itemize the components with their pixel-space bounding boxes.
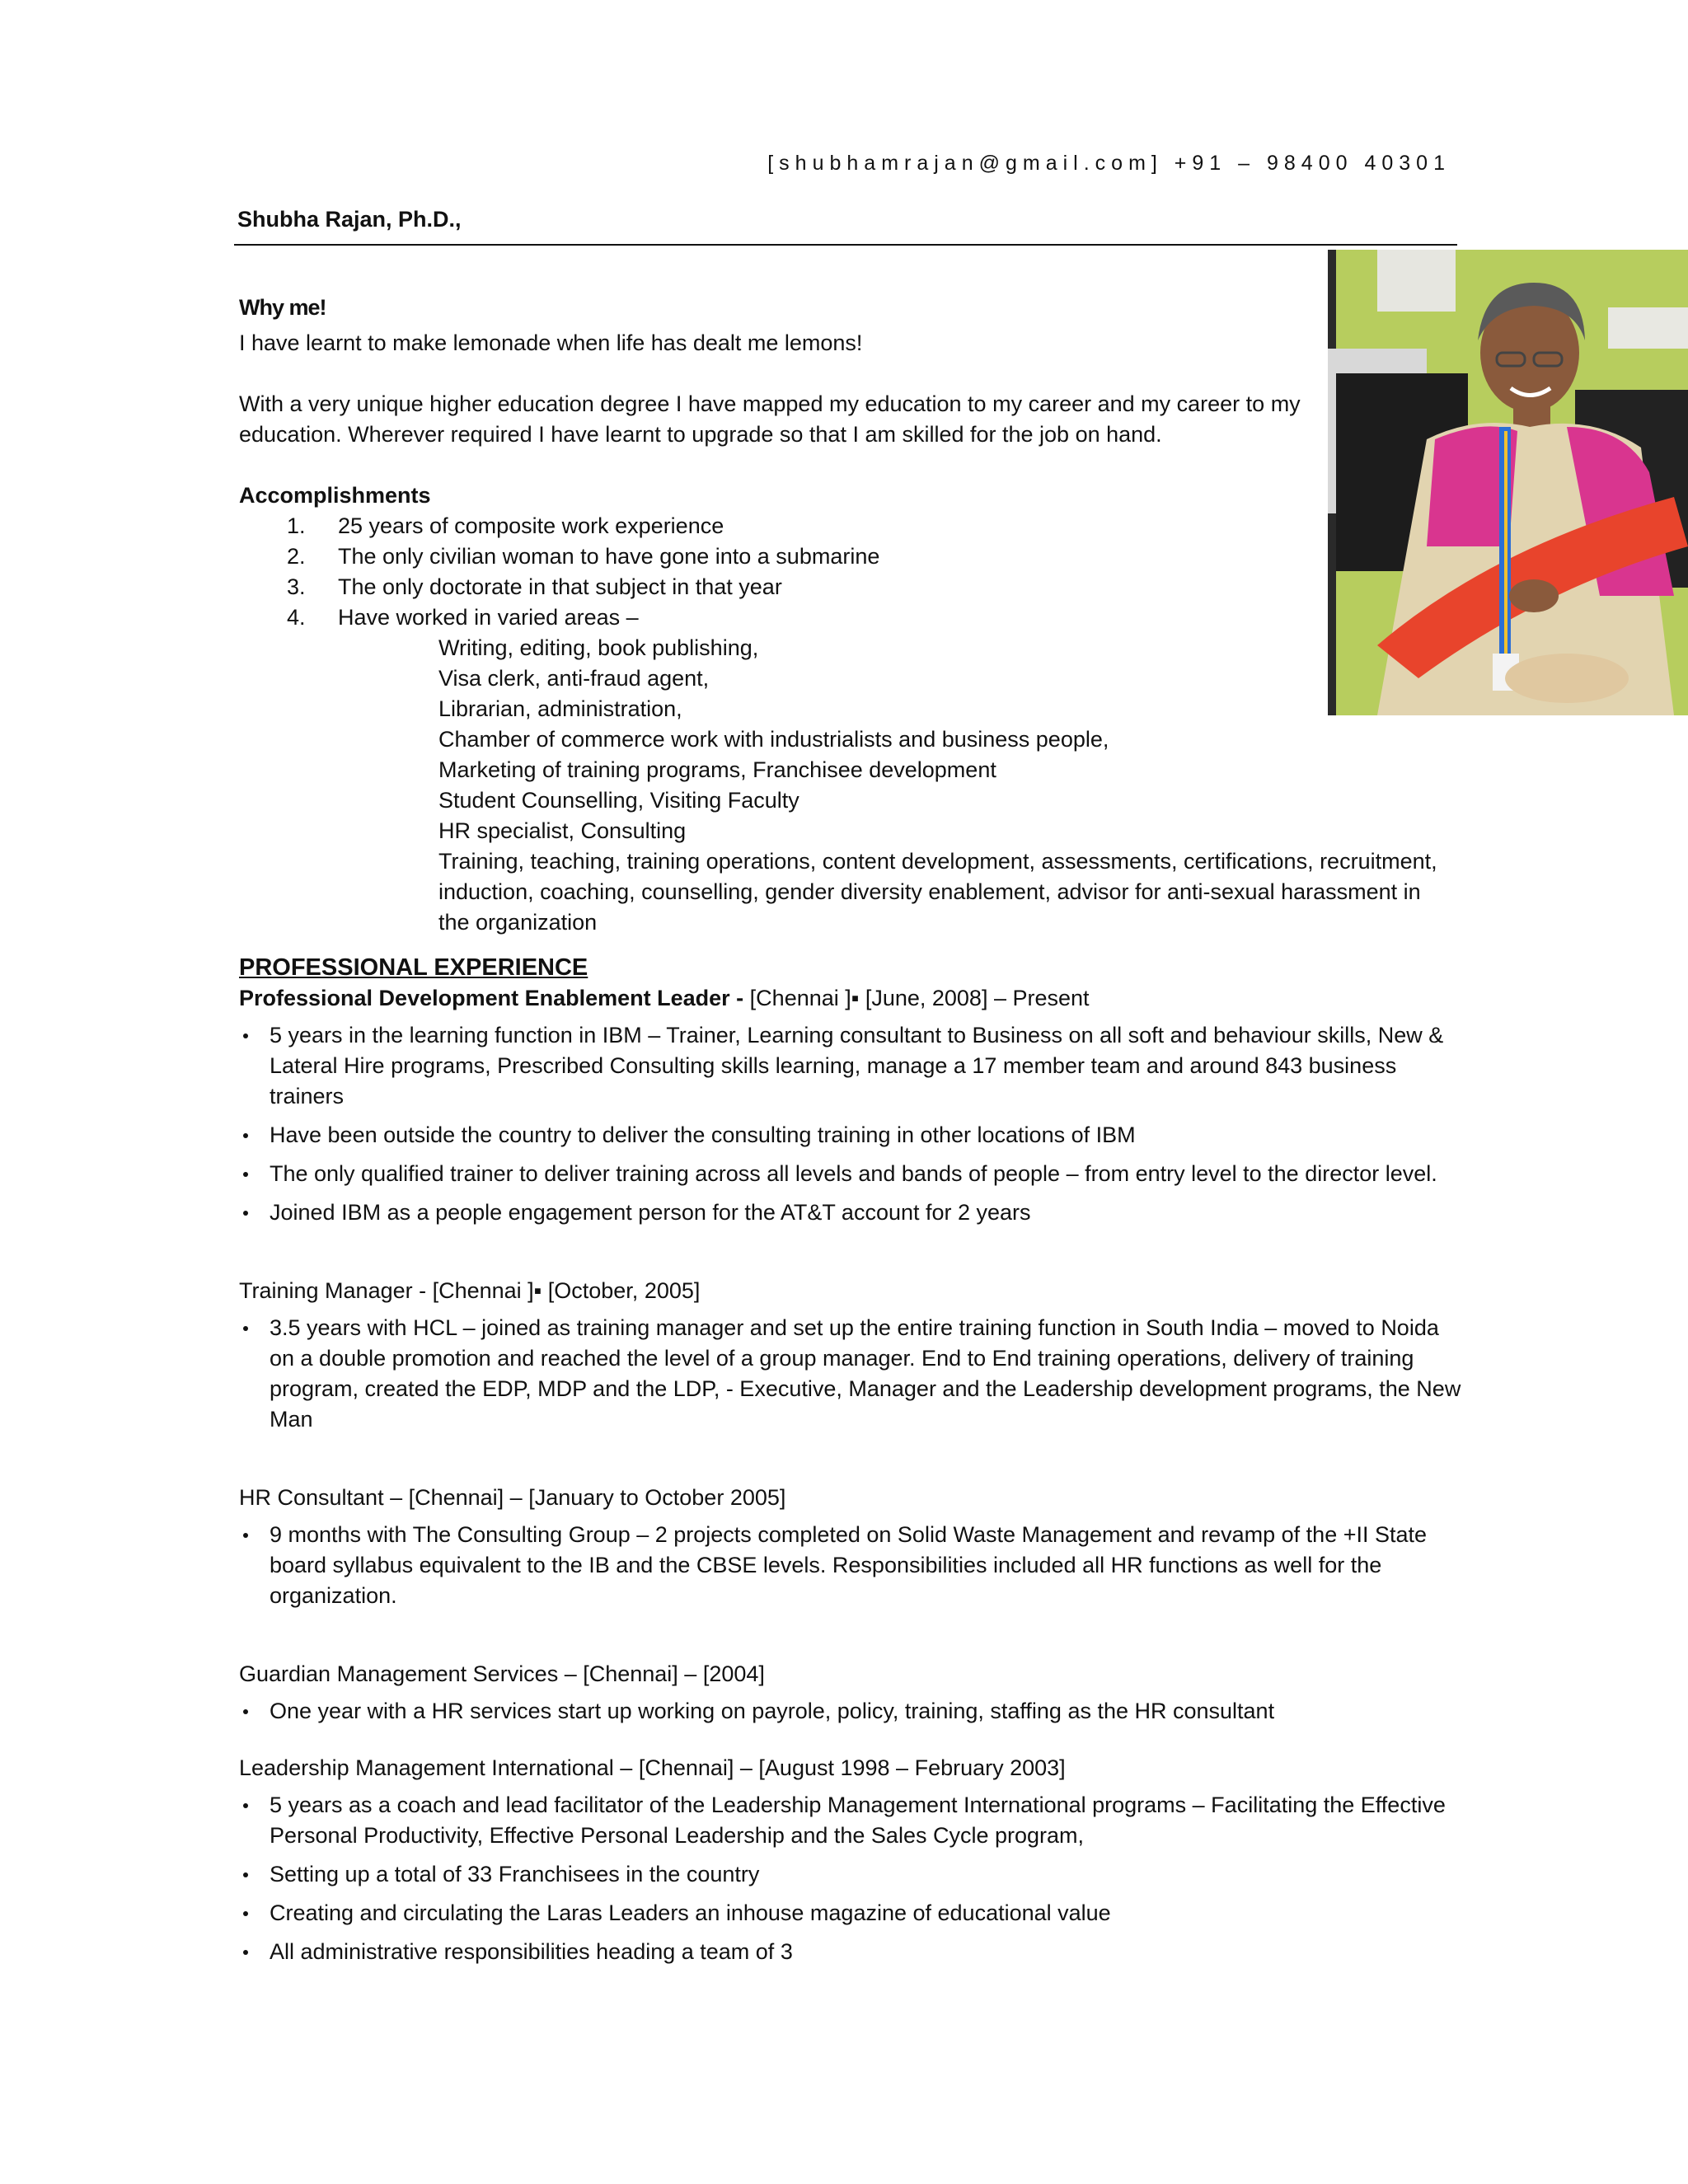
job-header [239,983,1467,1014]
contact-line: [shubhamrajan@gmail.com] +91 – 98400 40301 [767,152,1451,175]
list-item: 4. Have worked in varied areas – [287,605,639,630]
job-entry [239,1659,1467,1727]
work-area-item: Librarian, administration, [438,696,682,721]
work-area-item: Visa clerk, anti-fraud agent, [438,666,710,691]
list-item: 2. The only civilian woman to have gone into a submarine [287,544,880,569]
list-item: 5 years as a coach and lead facilitator of the Leadership Management International programs – Facilitating the Effective Personal Productivity, Effective Personal Leadership and the Sales Cycle program, [239,1790,1467,1851]
list-item: 1. 25 years of composite work experience [287,513,724,538]
accomplishments-heading: Accomplishments [239,483,431,508]
work-area-item: Student Counselling, Visiting Faculty [438,788,799,813]
list-item: 5 years in the learning function in IBM – Trainer, Learning consultant to Business on all soft and behaviour skills, New & Lateral Hire programs, Prescribed Consulting skills learning, manage a 17 member team and around 843 business trainers [239,1020,1467,1112]
list-item: All administrative responsibilities heading a team of 3 [239,1937,1467,1967]
list-item: Have been outside the country to deliver the consulting training in other locations of IBM [239,1120,1467,1151]
list-item: 3. The only doctorate in that subject in that year [287,574,782,599]
job-entry [239,1483,1467,1611]
list-item: The only qualified trainer to deliver training across all levels and bands of people – from entry level to the director level. [239,1159,1467,1189]
why-me-line-2: With a very unique higher education degree I have mapped my education to my career and my career to my education. Wherever required I have learnt to upgrade so that I am skilled for the job on hand. [239,391,1301,447]
work-area-item: Chamber of commerce work with industrialists and business people, [438,727,1109,752]
experience-heading: PROFESSIONAL EXPERIENCE [239,954,588,981]
list-item: One year with a HR services start up working on payrole, policy, training, staffing as the HR consultant [239,1696,1467,1727]
work-area-item: Marketing of training programs, Franchisee development [438,757,996,782]
why-me-heading: Why me! [239,295,326,320]
work-area-item: Training, teaching, training operations, content development, assessments, certifications, recruitment, induction, coaching, counselling, gender diversity enablement, advisor for anti-sexual harassment in the organization [438,849,1437,935]
job-details: Training Manager - [Chennai ]▪ [October, 2005] [239,1278,701,1303]
work-area-item: HR specialist, Consulting [438,818,687,843]
job-details: HR Consultant – [Chennai] – [January to October 2005] [239,1485,786,1510]
job-entry [239,983,1467,1228]
header-divider [234,244,1457,246]
job-entry [239,1753,1467,1967]
list-item: 3.5 years with HCL – joined as training manager and set up the entire training function in South India – moved to Noida on a double promotion and reached the level of a group manager. End to End training operations, delivery of training program, created the EDP, MDP and the LDP, - Executive, Manager and the Leadership development programs, the New Man [239,1313,1467,1435]
job-title: Professional Development Enablement Leader - [239,986,750,1010]
why-me-line-1: I have learnt to make lemonade when life has dealt me lemons! [239,330,863,355]
accomplishments-list [239,511,1467,633]
job-details: Leadership Management International – [Chennai] – [August 1998 – February 2003] [239,1755,1066,1780]
job-details: [Chennai ]▪ [June, 2008] – Present [749,986,1090,1010]
job-details: Guardian Management Services – [Chennai] – [2004] [239,1661,765,1686]
list-item: Setting up a total of 33 Franchisees in the country [239,1859,1467,1890]
job-entry [239,1276,1467,1435]
list-item: Creating and circulating the Laras Leaders an inhouse magazine of educational value [239,1898,1467,1929]
resume-body [239,293,1467,1975]
work-areas [239,633,1444,938]
candidate-name: Shubha Rajan, Ph.D., [237,207,462,232]
list-item: Joined IBM as a people engagement person for the AT&T account for 2 years [239,1197,1467,1228]
list-item: 9 months with The Consulting Group – 2 projects completed on Solid Waste Management and revamp of the +II State board syllabus equivalent to the IB and the CBSE levels. Responsibilities included all HR functions as well for the organization. [239,1520,1467,1611]
work-area-item: Writing, editing, book publishing, [438,635,759,660]
